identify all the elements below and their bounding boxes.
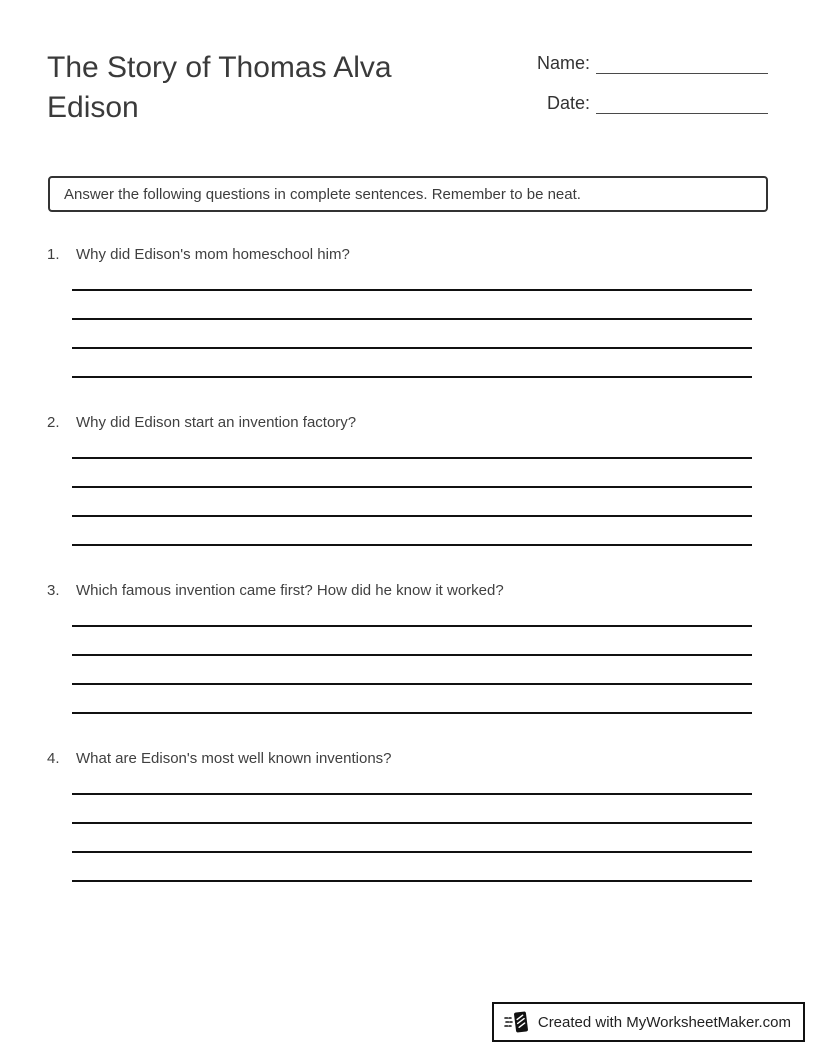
questions-section (47, 245, 753, 917)
answer-line (72, 824, 752, 853)
date-label: Date: (546, 93, 590, 113)
question-row (47, 581, 753, 601)
name-line (596, 50, 768, 74)
answer-line (72, 769, 752, 795)
question-row (47, 749, 753, 769)
credit-text: Created with MyWorksheetMaker.com (537, 1013, 791, 1031)
answer-line (72, 601, 752, 627)
answer-line (72, 656, 752, 685)
answer-line (72, 459, 752, 488)
question-text: Why did Edison start an invention factory? (76, 414, 357, 431)
instructions-text: Answer the following questions in complete sentences. Remember to be neat. (64, 185, 581, 203)
answer-line (72, 517, 752, 546)
question-number: 2. (47, 414, 60, 431)
worksheet-maker-logo-icon (504, 1009, 530, 1035)
question-block (47, 413, 753, 546)
answer-line (72, 265, 752, 291)
answer-line (72, 320, 752, 349)
instructions-box (48, 176, 768, 212)
date-line (596, 90, 768, 114)
question-number: 1. (47, 246, 60, 263)
answer-line (72, 291, 752, 320)
question-text: Which famous invention came first? How did he know it worked? (76, 582, 504, 599)
question-block (47, 581, 753, 714)
header-fields (518, 50, 768, 130)
answer-line (72, 488, 752, 517)
answer-line (72, 433, 752, 459)
answer-lines (72, 601, 752, 714)
question-text: Why did Edison's mom homeschool him? (76, 246, 350, 263)
answer-lines (72, 433, 752, 546)
answer-line (72, 795, 752, 824)
answer-line (72, 853, 752, 882)
question-row (47, 413, 753, 433)
question-block (47, 245, 753, 378)
name-row (518, 50, 768, 74)
answer-line (72, 685, 752, 714)
answer-lines (72, 265, 752, 378)
footer-credit-box (492, 1002, 805, 1042)
question-number: 3. (47, 582, 60, 599)
question-block (47, 749, 753, 882)
question-text: What are Edison's most well known inventions? (76, 750, 392, 767)
answer-line (72, 627, 752, 656)
date-row (518, 90, 768, 114)
page-title: The Story of Thomas Alva Edison (47, 51, 392, 124)
question-number: 4. (47, 750, 60, 767)
answer-lines (72, 769, 752, 882)
answer-line (72, 349, 752, 378)
name-label: Name: (536, 53, 590, 73)
question-row (47, 245, 753, 265)
